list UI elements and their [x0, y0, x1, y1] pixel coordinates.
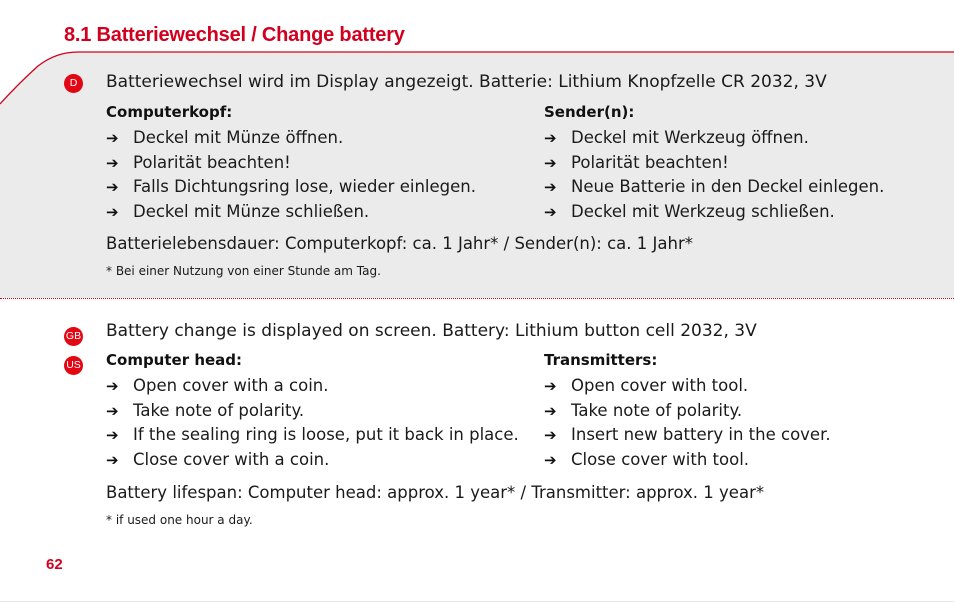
arrow-right-icon: ➔ — [106, 401, 119, 420]
arrow-right-icon: ➔ — [106, 129, 119, 147]
list-item: ➔ Deckel mit Münze öffnen. — [106, 126, 476, 151]
english-intro: Battery change is displayed on screen. Battery: Lithium button cell 2032, 3V — [106, 321, 757, 341]
language-badge-us: US — [64, 356, 83, 375]
list-item: ➔ Falls Dichtungsring lose, wieder einlegen. — [106, 175, 476, 200]
list-item: ➔ Insert new battery in the cover. — [544, 423, 831, 448]
english-battery-lifespan: Battery lifespan: Computer head: approx. 1 year* / Transmitter: approx. 1 year* — [106, 483, 765, 502]
list-item: ➔ If the sealing ring is loose, put it back in place. — [106, 423, 519, 448]
arrow-right-icon: ➔ — [106, 377, 119, 395]
german-intro: Batteriewechsel wird im Display angezeigt. Batterie: Lithium Knopfzelle CR 2032, 3V — [106, 72, 827, 92]
list-item: ➔ Polarität beachten! — [544, 151, 884, 176]
list-item: ➔ Open cover with a coin. — [106, 374, 519, 399]
german-footnote: * Bei einer Nutzung von einer Stunde am Tag. — [106, 264, 381, 278]
list-item: ➔ Open cover with tool. — [544, 374, 831, 399]
page-title: 8.1 Batteriewechsel / Change battery — [64, 24, 405, 46]
section-divider — [0, 298, 954, 299]
english-computer-head-column — [106, 350, 519, 472]
arrow-right-icon: ➔ — [544, 377, 557, 395]
arrow-right-icon: ➔ — [544, 129, 557, 147]
arrow-right-icon: ➔ — [544, 401, 557, 420]
german-computer-head-column — [106, 102, 476, 224]
list-item: ➔ Take note of polarity. — [106, 399, 519, 424]
list-item: ➔ Polarität beachten! — [106, 151, 476, 176]
german-battery-lifespan: Batterielebensdauer: Computerkopf: ca. 1 Jahr* / Sender(n): ca. 1 Jahr* — [106, 234, 693, 253]
english-transmitter-column — [544, 350, 831, 472]
list-item: ➔ Deckel mit Münze schließen. — [106, 200, 476, 225]
arrow-right-icon: ➔ — [544, 153, 557, 172]
language-badge-gb: GB — [64, 327, 83, 346]
list-item: ➔ Close cover with a coin. — [106, 448, 519, 473]
arrow-right-icon: ➔ — [106, 153, 119, 172]
list-item: ➔ Deckel mit Werkzeug öffnen. — [544, 126, 884, 151]
arrow-right-icon: ➔ — [106, 450, 119, 469]
english-right-title: Transmitters: — [544, 351, 658, 369]
german-right-title: Sender(n): — [544, 103, 635, 121]
german-transmitter-column — [544, 102, 884, 224]
arrow-right-icon: ➔ — [544, 426, 557, 444]
footer-divider — [0, 601, 954, 602]
english-footnote: * if used one hour a day. — [106, 513, 253, 527]
arrow-right-icon: ➔ — [106, 202, 119, 221]
arrow-right-icon: ➔ — [106, 178, 119, 196]
arrow-right-icon: ➔ — [544, 178, 557, 196]
list-item: ➔ Deckel mit Werkzeug schließen. — [544, 200, 884, 225]
list-item: ➔ Take note of polarity. — [544, 399, 831, 424]
arrow-right-icon: ➔ — [544, 450, 557, 469]
german-left-title: Computerkopf: — [106, 103, 233, 121]
page-number: 62 — [46, 556, 63, 573]
list-item: ➔ Close cover with tool. — [544, 448, 831, 473]
arrow-right-icon: ➔ — [106, 426, 119, 444]
list-item: ➔ Neue Batterie in den Deckel einlegen. — [544, 175, 884, 200]
english-left-title: Computer head: — [106, 351, 243, 369]
language-badge-de: D — [64, 74, 83, 93]
arrow-right-icon: ➔ — [544, 202, 557, 221]
